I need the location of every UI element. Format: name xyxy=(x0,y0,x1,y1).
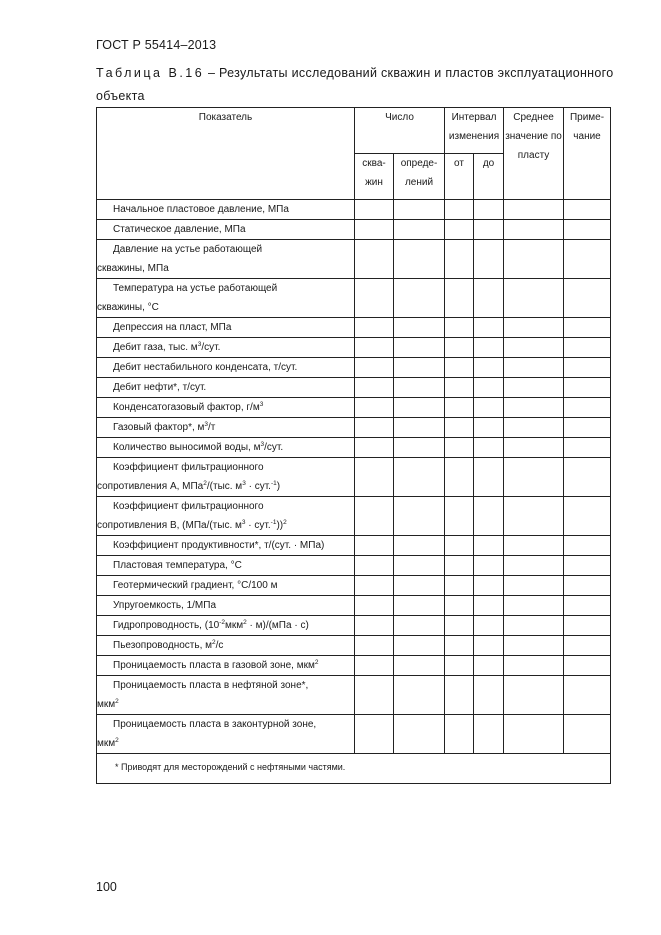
value-cell[interactable] xyxy=(445,240,474,279)
header-indicator: Показатель xyxy=(97,108,355,200)
table-body xyxy=(97,200,611,754)
indicator-cell xyxy=(97,358,355,378)
value-cell[interactable] xyxy=(474,438,504,458)
value-cell[interactable] xyxy=(394,596,445,616)
value-cell[interactable] xyxy=(474,596,504,616)
value-cell[interactable] xyxy=(564,378,611,398)
indicator-cell xyxy=(97,200,355,220)
superscript: 3 xyxy=(260,441,265,448)
table-row xyxy=(97,556,611,576)
value-cell[interactable] xyxy=(445,676,474,715)
value-cell[interactable] xyxy=(445,318,474,338)
table-row xyxy=(97,318,611,338)
value-cell[interactable] xyxy=(355,656,394,676)
value-cell[interactable] xyxy=(474,497,504,536)
value-cell[interactable] xyxy=(474,338,504,358)
value-cell[interactable] xyxy=(445,458,474,497)
header-row-1 xyxy=(97,108,611,154)
value-cell[interactable] xyxy=(445,200,474,220)
indicator-cell xyxy=(97,596,355,616)
value-cell[interactable] xyxy=(445,220,474,240)
table-row xyxy=(97,358,611,378)
value-cell[interactable] xyxy=(355,200,394,220)
value-cell[interactable] xyxy=(394,715,445,754)
indicator-cell xyxy=(97,338,355,358)
value-cell[interactable] xyxy=(504,458,564,497)
value-cell[interactable] xyxy=(474,220,504,240)
indicator-cell xyxy=(97,676,355,715)
table-row xyxy=(97,398,611,418)
value-cell[interactable] xyxy=(445,596,474,616)
table-row xyxy=(97,418,611,438)
indicator-label: /сут. xyxy=(264,442,284,453)
table-row xyxy=(97,378,611,398)
superscript: 3 xyxy=(259,401,264,408)
value-cell[interactable] xyxy=(394,279,445,318)
table-row xyxy=(97,240,611,279)
value-cell[interactable] xyxy=(504,438,564,458)
indicator-cell xyxy=(97,318,355,338)
value-cell[interactable] xyxy=(445,656,474,676)
value-cell[interactable] xyxy=(355,240,394,279)
value-cell[interactable] xyxy=(474,616,504,636)
indicator-cell xyxy=(97,240,355,279)
page-number: 100 xyxy=(96,880,117,894)
value-cell[interactable] xyxy=(474,378,504,398)
table-row xyxy=(97,715,611,754)
indicator-cell xyxy=(97,636,355,656)
value-cell[interactable] xyxy=(355,338,394,358)
indicator-cell xyxy=(97,220,355,240)
table-row xyxy=(97,596,611,616)
indicator-label: сопротивления В, (МПа/(тыс. м xyxy=(97,520,242,531)
value-cell[interactable] xyxy=(564,497,611,536)
value-cell[interactable] xyxy=(504,220,564,240)
value-cell[interactable] xyxy=(394,220,445,240)
indicator-label: Давление на устье работающей xyxy=(113,244,263,255)
indicator-label: Упругоемкость, 1/МПа xyxy=(113,600,217,611)
value-cell[interactable] xyxy=(474,636,504,656)
value-cell[interactable] xyxy=(394,398,445,418)
value-cell[interactable] xyxy=(394,497,445,536)
value-cell[interactable] xyxy=(445,279,474,318)
indicator-cell xyxy=(97,715,355,754)
superscript: 2 xyxy=(203,480,207,487)
value-cell[interactable] xyxy=(355,418,394,438)
value-cell[interactable] xyxy=(394,358,445,378)
indicator-cell xyxy=(97,458,355,497)
value-cell[interactable] xyxy=(394,656,445,676)
value-cell[interactable] xyxy=(504,279,564,318)
indicator-label: Температура на устье работающей xyxy=(113,283,278,294)
header-count-wells: сква-жин xyxy=(355,154,394,200)
indicator-label: мкм xyxy=(97,738,116,749)
value-cell[interactable] xyxy=(564,636,611,656)
value-cell[interactable] xyxy=(564,616,611,636)
value-cell[interactable] xyxy=(394,536,445,556)
value-cell[interactable] xyxy=(564,220,611,240)
indicator-cell xyxy=(97,556,355,576)
table-row xyxy=(97,576,611,596)
value-cell[interactable] xyxy=(504,656,564,676)
indicator-label: мкм xyxy=(97,699,116,710)
indicator-label: Начальное пластовое давление, МПа xyxy=(113,204,289,215)
value-cell[interactable] xyxy=(355,536,394,556)
value-cell[interactable] xyxy=(355,497,394,536)
indicator-label: · сут. xyxy=(245,520,271,531)
value-cell[interactable] xyxy=(474,576,504,596)
table-caption xyxy=(96,62,626,108)
value-cell[interactable] xyxy=(504,497,564,536)
value-cell[interactable] xyxy=(445,556,474,576)
value-cell[interactable] xyxy=(474,536,504,556)
value-cell[interactable] xyxy=(564,676,611,715)
indicator-cell xyxy=(97,398,355,418)
value-cell[interactable] xyxy=(504,318,564,338)
value-cell[interactable] xyxy=(394,338,445,358)
indicator-label: скважины, МПа xyxy=(97,263,169,274)
header-interval-to: до xyxy=(474,154,504,200)
superscript: 2 xyxy=(115,737,119,744)
value-cell[interactable] xyxy=(504,576,564,596)
superscript: 3 xyxy=(242,480,246,487)
value-cell[interactable] xyxy=(355,576,394,596)
indicator-label: /т xyxy=(208,422,216,433)
superscript: 2 xyxy=(115,698,119,705)
superscript: 2 xyxy=(212,639,216,646)
value-cell[interactable] xyxy=(564,240,611,279)
indicator-label: Проницаемость пласта в газовой зоне, мкм xyxy=(113,660,315,671)
indicator-cell xyxy=(97,279,355,318)
value-cell[interactable] xyxy=(564,556,611,576)
indicator-label: /с xyxy=(215,640,224,651)
header-count: Число xyxy=(355,108,445,154)
value-cell[interactable] xyxy=(445,536,474,556)
caption-prefix: Таблица В.16 xyxy=(96,66,205,80)
indicator-cell xyxy=(97,616,355,636)
value-cell[interactable] xyxy=(474,240,504,279)
indicator-label: Дебит нефти*, т/сут. xyxy=(113,382,207,393)
indicator-label: /сут. xyxy=(201,342,221,353)
value-cell[interactable] xyxy=(564,398,611,418)
caption-text: – Результаты исследований скважин и пластов эксплуатационного объекта xyxy=(96,66,614,103)
value-cell[interactable] xyxy=(355,438,394,458)
indicator-label: Коэффициент продуктивности*, т/(сут. · МПа) xyxy=(113,540,325,551)
value-cell[interactable] xyxy=(355,676,394,715)
value-cell[interactable] xyxy=(564,279,611,318)
value-cell[interactable] xyxy=(445,636,474,656)
header-note: Приме-чание xyxy=(564,108,611,200)
value-cell[interactable] xyxy=(445,378,474,398)
indicator-label: Статическое давление, МПа xyxy=(113,224,246,235)
value-cell[interactable] xyxy=(474,676,504,715)
footnote-row xyxy=(97,754,611,784)
indicator-label: Количество выносимой воды, м xyxy=(113,442,261,453)
value-cell[interactable] xyxy=(564,358,611,378)
value-cell[interactable] xyxy=(504,398,564,418)
indicator-label: мкм xyxy=(224,620,244,631)
table-row xyxy=(97,220,611,240)
value-cell[interactable] xyxy=(504,616,564,636)
value-cell[interactable] xyxy=(474,418,504,438)
value-cell[interactable] xyxy=(564,656,611,676)
superscript: 2 xyxy=(243,619,247,626)
indicator-label: Газовый фактор*, м xyxy=(113,422,205,433)
value-cell[interactable] xyxy=(394,676,445,715)
indicator-label: Гидропроводность, (10 xyxy=(113,620,220,631)
indicator-label: Депрессия на пласт, МПа xyxy=(113,322,232,333)
table-row xyxy=(97,536,611,556)
value-cell[interactable] xyxy=(355,358,394,378)
value-cell[interactable] xyxy=(445,438,474,458)
indicator-cell xyxy=(97,378,355,398)
value-cell[interactable] xyxy=(564,715,611,754)
value-cell[interactable] xyxy=(504,556,564,576)
value-cell[interactable] xyxy=(564,576,611,596)
table-row xyxy=(97,656,611,676)
value-cell[interactable] xyxy=(445,398,474,418)
indicator-label: Пьезопроводность, м xyxy=(113,640,212,651)
value-cell[interactable] xyxy=(474,358,504,378)
value-cell[interactable] xyxy=(394,576,445,596)
value-cell[interactable] xyxy=(504,636,564,656)
value-cell[interactable] xyxy=(355,458,394,497)
value-cell[interactable] xyxy=(445,715,474,754)
value-cell[interactable] xyxy=(394,418,445,438)
table-row xyxy=(97,497,611,536)
value-cell[interactable] xyxy=(445,616,474,636)
indicator-cell xyxy=(97,656,355,676)
value-cell[interactable] xyxy=(474,279,504,318)
header-count-determinations: опреде-лений xyxy=(394,154,445,200)
value-cell[interactable] xyxy=(564,418,611,438)
indicator-label: Коэффициент фильтрационного xyxy=(113,462,264,473)
table-row xyxy=(97,338,611,358)
table-row xyxy=(97,279,611,318)
value-cell[interactable] xyxy=(355,715,394,754)
indicator-cell xyxy=(97,536,355,556)
value-cell[interactable] xyxy=(504,378,564,398)
indicator-cell xyxy=(97,418,355,438)
indicator-label: Пластовая температура, °С xyxy=(113,560,242,571)
value-cell[interactable] xyxy=(445,418,474,438)
results-table xyxy=(96,107,611,784)
indicator-label: Дебит газа, тыс. м xyxy=(113,342,198,353)
value-cell[interactable] xyxy=(394,438,445,458)
value-cell[interactable] xyxy=(355,220,394,240)
value-cell[interactable] xyxy=(564,318,611,338)
footnote: * Приводят для месторождений с нефтяными частями. xyxy=(115,762,346,772)
value-cell[interactable] xyxy=(504,715,564,754)
superscript: -1 xyxy=(270,519,277,526)
indicator-label: сопротивления А, МПа xyxy=(97,481,204,492)
value-cell[interactable] xyxy=(355,318,394,338)
value-cell[interactable] xyxy=(394,556,445,576)
table-row xyxy=(97,200,611,220)
table-row xyxy=(97,636,611,656)
indicator-label: · м)/(мПа · с) xyxy=(246,620,309,631)
indicator-label: /(тыс. м xyxy=(206,481,243,492)
indicator-label: Дебит нестабильного конденсата, т/сут. xyxy=(113,362,298,373)
indicator-label: · сут. xyxy=(245,481,271,492)
value-cell[interactable] xyxy=(355,279,394,318)
value-cell[interactable] xyxy=(564,338,611,358)
value-cell[interactable] xyxy=(394,200,445,220)
indicator-label: скважины, °С xyxy=(97,302,159,313)
superscript: -1 xyxy=(270,480,277,487)
indicator-cell xyxy=(97,576,355,596)
value-cell[interactable] xyxy=(355,616,394,636)
value-cell[interactable] xyxy=(445,576,474,596)
superscript: 2 xyxy=(314,659,319,666)
value-cell[interactable] xyxy=(504,676,564,715)
value-cell[interactable] xyxy=(474,318,504,338)
value-cell[interactable] xyxy=(564,536,611,556)
value-cell[interactable] xyxy=(445,497,474,536)
value-cell[interactable] xyxy=(564,200,611,220)
value-cell[interactable] xyxy=(355,636,394,656)
value-cell[interactable] xyxy=(355,378,394,398)
value-cell[interactable] xyxy=(474,715,504,754)
value-cell[interactable] xyxy=(564,438,611,458)
superscript: -2 xyxy=(219,619,225,626)
superscript: 2 xyxy=(283,519,287,526)
value-cell[interactable] xyxy=(445,338,474,358)
table-row xyxy=(97,458,611,497)
value-cell[interactable] xyxy=(504,418,564,438)
value-cell[interactable] xyxy=(355,398,394,418)
value-cell[interactable] xyxy=(504,536,564,556)
indicator-cell xyxy=(97,497,355,536)
value-cell[interactable] xyxy=(474,556,504,576)
indicator-label: ) xyxy=(276,481,281,492)
value-cell[interactable] xyxy=(355,556,394,576)
value-cell[interactable] xyxy=(504,596,564,616)
value-cell[interactable] xyxy=(394,378,445,398)
value-cell[interactable] xyxy=(474,398,504,418)
indicator-label: Проницаемость пласта в нефтяной зоне*, xyxy=(113,680,309,691)
value-cell[interactable] xyxy=(474,200,504,220)
value-cell[interactable] xyxy=(474,458,504,497)
value-cell[interactable] xyxy=(504,338,564,358)
value-cell[interactable] xyxy=(394,458,445,497)
superscript: 3 xyxy=(241,519,246,526)
header-interval: Интервал изменения xyxy=(445,108,504,154)
value-cell[interactable] xyxy=(445,358,474,378)
indicator-label: Проницаемость пласта в законтурной зоне, xyxy=(113,719,317,730)
indicator-cell xyxy=(97,438,355,458)
value-cell[interactable] xyxy=(394,616,445,636)
indicator-label: Конденсатогазовый фактор, г/м xyxy=(113,402,260,413)
indicator-label: Геотермический градиент, °С/100 м xyxy=(113,580,278,591)
value-cell[interactable] xyxy=(504,358,564,378)
table-row xyxy=(97,616,611,636)
value-cell[interactable] xyxy=(504,200,564,220)
indicator-label: Коэффициент фильтрационного xyxy=(113,501,264,512)
document-code: ГОСТ Р 55414–2013 xyxy=(96,38,217,52)
value-cell[interactable] xyxy=(394,240,445,279)
table-row xyxy=(97,676,611,715)
value-cell[interactable] xyxy=(474,656,504,676)
value-cell[interactable] xyxy=(355,596,394,616)
superscript: 3 xyxy=(204,421,209,428)
superscript: 3 xyxy=(197,341,202,348)
table-row xyxy=(97,438,611,458)
header-interval-from: от xyxy=(445,154,474,200)
indicator-label: )) xyxy=(276,520,284,531)
value-cell[interactable] xyxy=(504,240,564,279)
value-cell[interactable] xyxy=(394,318,445,338)
value-cell[interactable] xyxy=(564,458,611,497)
value-cell[interactable] xyxy=(564,596,611,616)
header-mean: Среднее значение по пласту xyxy=(504,108,564,200)
value-cell[interactable] xyxy=(394,636,445,656)
